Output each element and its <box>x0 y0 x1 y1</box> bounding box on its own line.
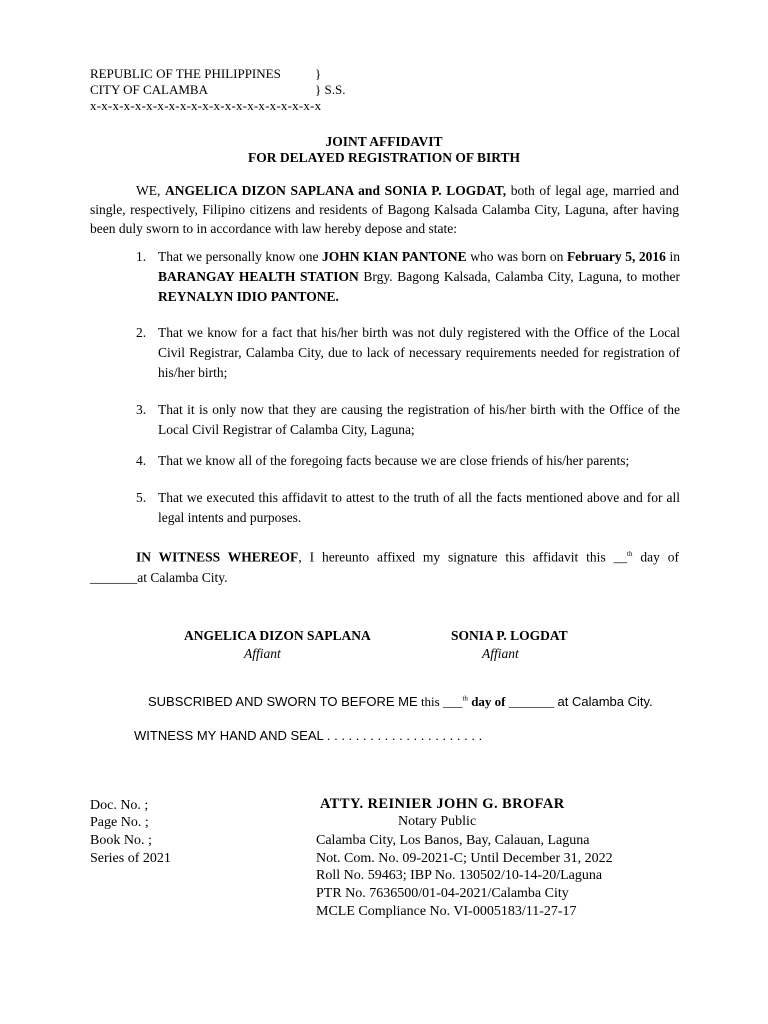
jurat-day-of: day of <box>467 694 509 709</box>
document-subtitle: FOR DELAYED REGISTRATION OF BIRTH <box>247 150 521 165</box>
signatory-name: ANGELICA DIZON SAPLANA <box>184 628 371 643</box>
birth-date: February 5, 2016 <box>566 249 666 264</box>
signatory-role: Affiant <box>244 646 281 661</box>
jurat-text: this ___ <box>417 694 463 709</box>
republic-text: REPUBLIC OF THE PHILIPPINES <box>90 66 281 81</box>
item-text <box>158 247 680 307</box>
birth-place: BARANGAY HEALTH STATION <box>158 269 359 284</box>
signatory-name: SONIA P. LOGDAT <box>451 628 568 643</box>
item-text: That we know for a fact that his/her birth was not duly registered with the Office of the Local Civil Registrar, Calamba City, due to lack of necessary requirements needed for registration of his/her birth; <box>158 325 680 380</box>
notary-detail: Roll No. 59463; IBP No. 130502/10-14-20/Laguna <box>316 868 603 883</box>
jurat-text: at Calamba City. <box>557 694 653 709</box>
brace-ss: } S.S. <box>315 82 346 97</box>
mother-name: REYNALYN IDIO PANTONE. <box>158 289 339 304</box>
signatory-role: Affiant <box>482 646 519 661</box>
header-separator: x-x-x-x-x-x-x-x-x-x-x-x-x-x-x-x-x-x-x-x-x <box>90 98 322 113</box>
item-number: 1. <box>136 249 147 264</box>
republic-line <box>90 66 281 82</box>
witness-text: day of _______at Calamba City. <box>90 549 679 585</box>
book-number: Book No. ; <box>90 833 152 848</box>
item-text-part: in <box>665 249 680 264</box>
jurat-line <box>148 694 653 710</box>
witness-whereof-label: IN WITNESS WHEREOF <box>136 549 299 565</box>
notary-detail: Calamba City, Los Banos, Bay, Calauan, Laguna <box>316 833 590 848</box>
jurat-blank: _______ <box>508 694 558 709</box>
series-year: Series of 2021 <box>90 851 171 866</box>
notary-name: ATTY. REINIER JOHN G. BROFAR <box>320 796 565 812</box>
city-line: CITY OF CALAMBA <box>90 82 208 97</box>
child-name: JOHN KIAN PANTONE <box>322 249 467 264</box>
item-text-part: That we personally know one <box>158 249 322 264</box>
item-number: 2. <box>136 325 147 340</box>
intro-paragraph <box>90 181 679 238</box>
ordinal-suffix: th <box>627 550 633 558</box>
item-text: That we know all of the foregoing facts because we are close friends of his/her parents; <box>158 453 630 468</box>
jurat-text: SUBSCRIBED AND SWORN TO BEFORE ME <box>148 694 418 709</box>
ordinal-suffix: th <box>462 694 468 703</box>
intro-we: WE, <box>136 183 165 198</box>
notary-detail: MCLE Compliance No. VI-0005183/11-27-17 <box>316 904 577 919</box>
doc-number: Doc. No. ; <box>90 798 149 813</box>
affiant-names: ANGELICA DIZON SAPLANA and SONIA P. LOGDAT, <box>165 183 507 198</box>
notary-title: Notary Public <box>398 814 477 829</box>
notary-detail: PTR No. 7636500/01-04-2021/Calamba City <box>316 886 569 901</box>
item-text: That it is only now that they are causing the registration of his/her birth with the Office of the Local Civil Registrar of Calamba City, Laguna; <box>158 402 680 437</box>
notary-detail: Not. Com. No. 09-2021-C; Until December 31, 2022 <box>316 851 613 866</box>
witness-whereof-paragraph <box>90 544 679 588</box>
witness-hand-seal: WITNESS MY HAND AND SEAL . . . . . . . . . . . . . . . . . . . . . . <box>134 728 483 743</box>
brace-1: } <box>315 66 322 81</box>
item-number: 5. <box>136 490 147 505</box>
page-number: Page No. ; <box>90 815 149 830</box>
witness-text: , I hereunto affixed my signature this affidavit this __ <box>298 549 628 565</box>
item-number: 4. <box>136 453 147 468</box>
item-text-part: Brgy. Bagong Kalsada, Calamba City, Laguna, to mother <box>358 269 681 284</box>
document-title: JOINT AFFIDAVIT <box>325 134 443 149</box>
item-text: That we executed this affidavit to attest to the truth of all the facts mentioned above and for all legal intents and purposes. <box>158 490 680 525</box>
item-text-part: who was born on <box>466 249 567 264</box>
intro-rest: both of legal age, married and single, respectively, Filipino citizens and residents of Bagong Kalsada Calamba City, Laguna, after having been duly sworn to in accordance with law hereby depose and state: <box>90 183 680 236</box>
item-number: 3. <box>136 402 147 417</box>
